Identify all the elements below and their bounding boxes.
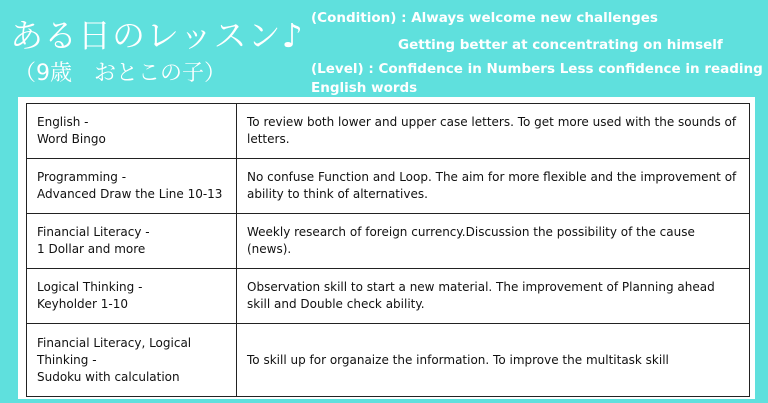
lesson-activity: Advanced Draw the Line 10-13 (37, 187, 223, 201)
table-row (27, 104, 750, 159)
lesson-description: To skill up for organaize the information. To improve the multitask skill (237, 324, 750, 397)
lesson-subject: Financial Literacy, Logical Thinking - (37, 335, 192, 367)
table-row (27, 159, 750, 214)
lesson-activity: Keyholder 1-10 (37, 297, 129, 311)
page-subtitle: （9歳 おとこの子） (14, 61, 226, 86)
lesson-description: Weekly research of foreign currency.Discussion the possibility of the cause (news). (237, 214, 750, 269)
lesson-description: To review both lower and upper case letters. To get more used with the sounds of letters. (237, 104, 750, 159)
level-text: (Level) : Confidence in Numbers Less confidence in reading English words (311, 61, 763, 96)
table-row (27, 269, 750, 324)
lesson-name-cell (27, 159, 237, 214)
lesson-activity: Word Bingo (37, 132, 106, 146)
lesson-name-cell (27, 269, 237, 324)
table-row (27, 324, 750, 397)
lesson-activity: Sudoku with calculation (37, 369, 180, 384)
lesson-subject: Logical Thinking - (37, 280, 143, 294)
lesson-activity: 1 Dollar and more (37, 242, 146, 256)
lesson-description: Observation skill to start a new material. The improvement of Planning ahead skill and Double check ability. (237, 269, 750, 324)
lesson-name-cell (27, 214, 237, 269)
condition-text-continued: Getting better at concentrating on himself (398, 37, 723, 53)
condition-text: (Condition) : Always welcome new challenges (311, 10, 658, 26)
lesson-description: No confuse Function and Loop. The aim for more flexible and the improvement of ability to think of alternatives. (237, 159, 750, 214)
lesson-subject: English - (37, 115, 89, 129)
lesson-card (18, 97, 755, 399)
page-title: ある日のレッスン♪ (10, 16, 304, 55)
table-row (27, 214, 750, 269)
lesson-table (26, 103, 750, 397)
lesson-name-cell (27, 104, 237, 159)
lesson-name-cell (27, 324, 237, 397)
lesson-subject: Financial Literacy - (37, 225, 150, 239)
lesson-subject: Programming - (37, 170, 127, 184)
